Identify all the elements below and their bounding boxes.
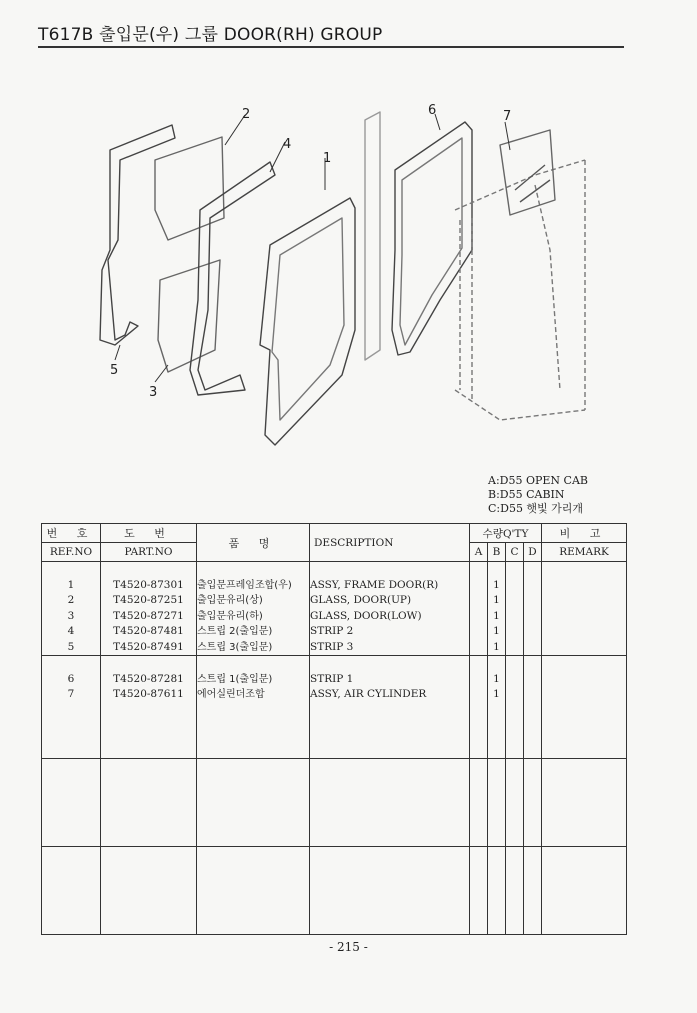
qty-col-d: D (524, 543, 542, 562)
qty-b-cell: 1 (488, 640, 506, 656)
model-legend (488, 474, 588, 516)
ref-cell: 3 (42, 609, 101, 625)
empty-row (42, 847, 627, 935)
part-header: 도 번 (101, 524, 197, 543)
callout-5: 5 (110, 363, 119, 378)
table-row (42, 593, 627, 609)
desc-en-cell: GLASS, DOOR(UP) (310, 593, 470, 609)
desc-en-cell: STRIP 3 (310, 640, 470, 656)
strip-3-part (100, 125, 175, 345)
part-cell: T4520-87491 (101, 640, 197, 656)
qty-b-cell: 1 (488, 672, 506, 688)
qty-col-c: C (506, 543, 524, 562)
desc-en-cell: ASSY, FRAME DOOR(R) (310, 578, 470, 594)
ref-cell: 2 (42, 593, 101, 609)
desc-ko-cell: 출입문유리(상) (197, 593, 310, 609)
callout-4: 4 (283, 137, 292, 152)
desc-en-cell: STRIP 2 (310, 624, 470, 640)
desc-ko-header: 품 명 (197, 524, 310, 562)
desc-ko-cell: 출입문프레임조합(우) (197, 578, 310, 594)
legend-item: C:D55 햇빛 가리개 (488, 502, 584, 515)
desc-ko-cell: 출입문유리(하) (197, 609, 310, 625)
desc-ko-cell: 스트립 2(출입문) (197, 624, 310, 640)
exploded-door-diagram (80, 90, 600, 460)
part-cell: T4520-87251 (101, 593, 197, 609)
callout-3: 3 (149, 385, 158, 400)
callout-7: 7 (503, 109, 512, 124)
remark-header: 비 고 (542, 524, 627, 543)
part-en-header: PART.NO (101, 543, 197, 562)
qty-b-cell: 1 (488, 593, 506, 609)
ref-cell: 5 (42, 640, 101, 656)
callout-2: 2 (242, 107, 251, 122)
ref-cell: 1 (42, 578, 101, 594)
legend-item: A:D55 OPEN CAB (488, 474, 588, 487)
remark-en-header: REMARK (542, 543, 627, 562)
qty-b-cell: 1 (488, 687, 506, 703)
ref-cell: 7 (42, 687, 101, 703)
table-row (42, 687, 627, 703)
qty-b-cell: 1 (488, 578, 506, 594)
desc-en-cell: STRIP 1 (310, 672, 470, 688)
desc-en-header: DESCRIPTION (310, 524, 470, 562)
ref-en-header: REF.NO (42, 543, 101, 562)
qty-col-a: A (470, 543, 488, 562)
desc-ko-cell: 스트립 1(출입문) (197, 672, 310, 688)
qty-b-cell: 1 (488, 624, 506, 640)
legend-item: B:D55 CABIN (488, 488, 565, 501)
desc-ko-cell: 스트립 3(출입문) (197, 640, 310, 656)
ref-cell: 4 (42, 624, 101, 640)
table-row (42, 672, 627, 688)
qty-header: 수량Q'TY (470, 524, 542, 543)
table-row (42, 640, 627, 656)
desc-en-cell: ASSY, AIR CYLINDER (310, 687, 470, 703)
desc-en-cell: GLASS, DOOR(LOW) (310, 609, 470, 625)
part-cell: T4520-87481 (101, 624, 197, 640)
empty-row (42, 703, 627, 759)
glass-lower-part (158, 260, 220, 372)
part-cell: T4520-87271 (101, 609, 197, 625)
callout-1: 1 (323, 151, 332, 166)
table-row (42, 624, 627, 640)
page-number: - 215 - (329, 940, 368, 954)
qty-col-b: B (488, 543, 506, 562)
empty-row (42, 759, 627, 847)
table-row (42, 578, 627, 594)
strip-2-part (190, 162, 275, 395)
glass-upper-part (155, 137, 224, 240)
part-cell: T4520-87281 (101, 672, 197, 688)
qty-b-cell: 1 (488, 609, 506, 625)
desc-ko-cell: 에어실린더조합 (197, 687, 310, 703)
table-row (42, 609, 627, 625)
ref-cell: 6 (42, 672, 101, 688)
ref-header: 번 호 (42, 524, 101, 543)
part-cell: T4520-87611 (101, 687, 197, 703)
part-cell: T4520-87301 (101, 578, 197, 594)
page-title: T617B 출입문(우) 그룹 DOOR(RH) GROUP (38, 25, 383, 45)
callout-6: 6 (428, 103, 437, 118)
parts-table (41, 523, 627, 935)
title-divider (38, 46, 624, 48)
